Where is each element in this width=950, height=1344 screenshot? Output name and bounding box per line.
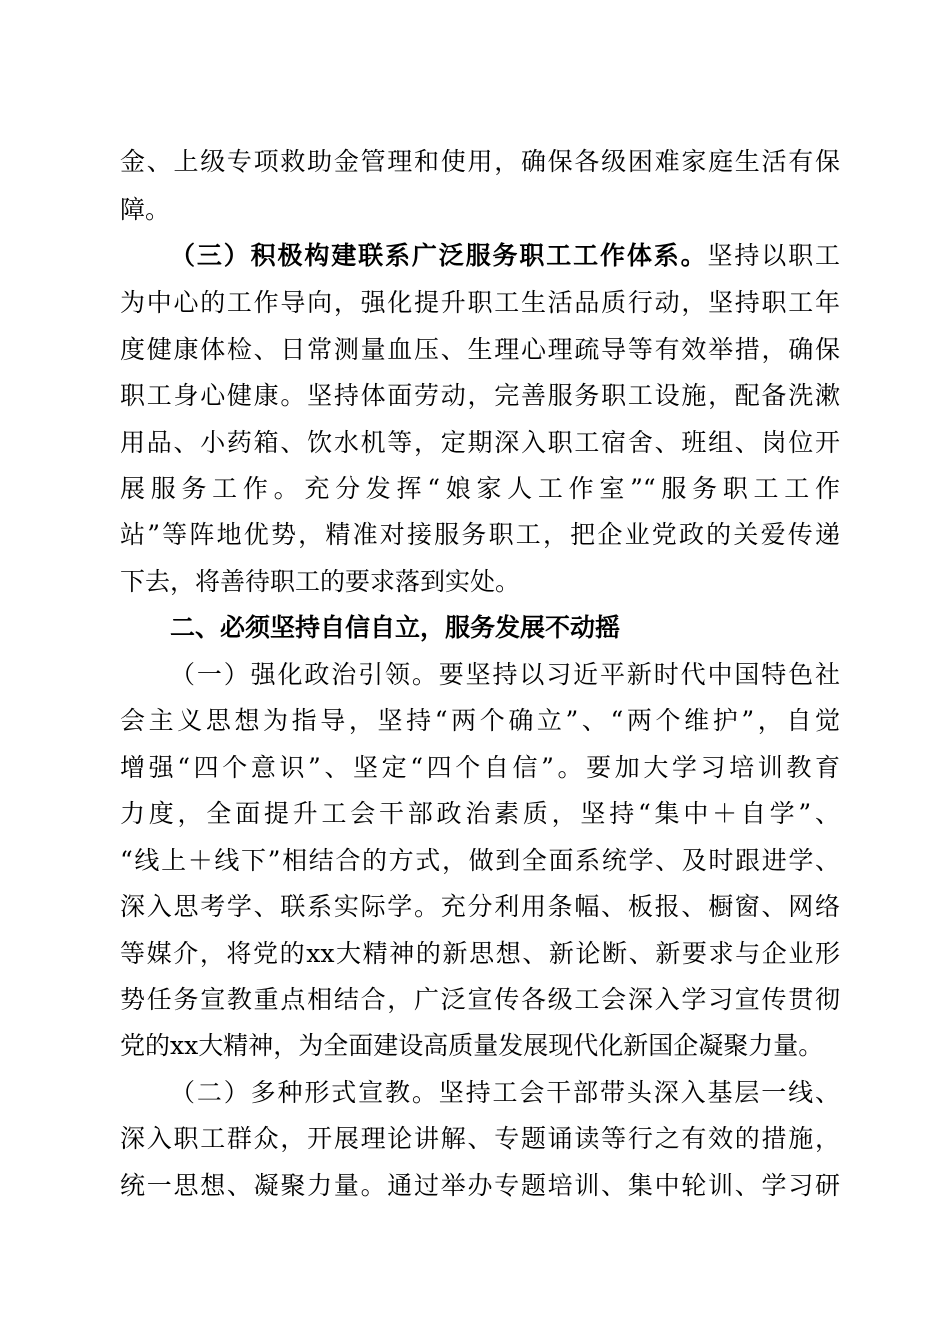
text-line: 深入思考学、联系实际学。充分利用条幅、板报、橱窗、网络 [120,892,840,921]
paragraph-3-title: （三）积极构建联系广泛服务职工工作体系。 [170,241,708,270]
text-line: “线上＋线下”相结合的方式，做到全面系统学、及时跟进学、 [120,846,840,875]
text-line: 统一思想、凝聚力量。通过举办专题培训、集中轮训、学习研 [120,1171,840,1200]
paragraph-3-text: 坚持以职工 [707,241,840,270]
text-line: 障。 [120,195,171,224]
paragraph-a-title: （一）强化政治引领。 [170,660,439,689]
text-line: 度健康体检、日常测量血压、生理心理疏导等有效举措，确保 [120,335,840,364]
text-line: 力度，全面提升工会干部政治素质，坚持“集中＋自学”、 [120,799,840,828]
text-line: 等媒介，将党的xx大精神的新思想、新论断、新要求与企业形 [120,939,840,968]
paragraph-b-text: 坚持工会干部带头深入基层一线、 [438,1078,840,1107]
text-line: 深入职工群众，开展理论讲解、专题诵读等行之有效的措施， [120,1124,840,1153]
text-line: 职工身心健康。坚持体面劳动，完善服务职工设施，配备洗漱 [120,381,840,410]
text-line: 金、上级专项救助金管理和使用，确保各级困难家庭生活有保 [120,147,840,176]
text-line: 站”等阵地优势，精准对接服务职工，把企业党政的关爱传递 [120,520,840,549]
text-line: 增强“四个意识”、坚定“四个自信”。要加大学习培训教育 [120,753,840,782]
text-line: 势任务宣教重点相结合，广泛宣传各级工会深入学习宣传贯彻 [120,985,840,1014]
text-line: 下去，将善待职工的要求落到实处。 [120,567,521,596]
paragraph-a-first-line [170,659,840,691]
paragraph-3-first-line [170,240,840,272]
paragraph-b-first-line [170,1077,840,1109]
text-line: 展服务工作。充分发挥“娘家人工作室”“服务职工工作 [120,474,840,503]
text-line: 党的xx大精神，为全面建设高质量发展现代化新国企凝聚力量。 [120,1031,824,1060]
section-2-heading: 二、必须坚持自信自立，服务发展不动摇 [170,613,621,642]
paragraph-a-text: 要坚持以习近平新时代中国特色社 [438,660,840,689]
paragraph-b-title: （二）多种形式宣教。 [170,1078,439,1107]
text-line: 为中心的工作导向，强化提升职工生活品质行动，坚持职工年 [120,288,840,317]
text-line: 用品、小药箱、饮水机等，定期深入职工宿舍、班组、岗位开 [120,428,840,457]
text-line: 会主义思想为指导，坚持“两个确立”、“两个维护”，自觉 [120,706,840,735]
